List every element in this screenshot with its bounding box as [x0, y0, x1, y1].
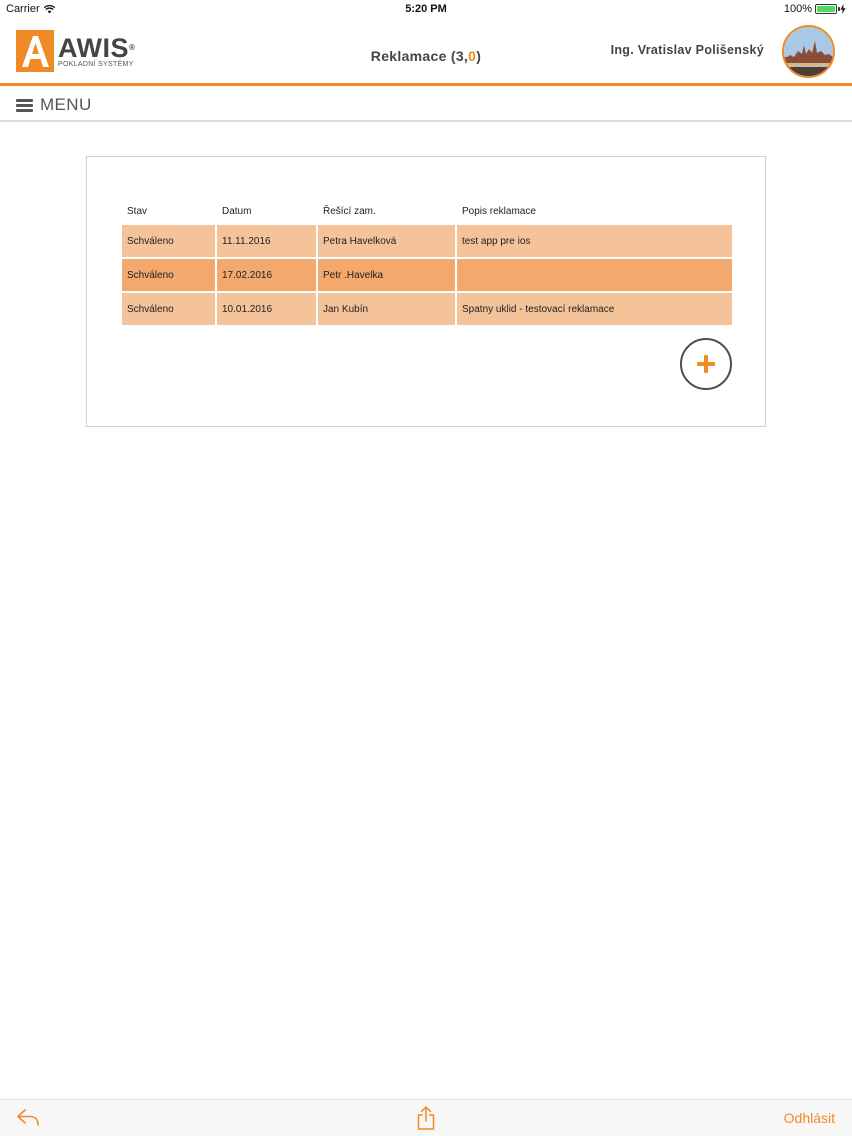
- title-separator: ,: [463, 48, 469, 64]
- menu-label: MENU: [40, 95, 92, 114]
- cell-stav: Schváleno: [122, 259, 215, 291]
- add-claim-button[interactable]: [680, 338, 732, 390]
- reply-arrow-icon: [16, 1108, 40, 1128]
- cell-resici-zam: Petra Havelková: [318, 225, 455, 257]
- hamburger-icon: [16, 99, 33, 112]
- title-suffix: ): [476, 48, 482, 64]
- column-header-stav: Stav: [127, 205, 148, 217]
- plus-icon: [695, 353, 717, 375]
- table-row[interactable]: [122, 259, 732, 291]
- cell-stav: Schváleno: [122, 293, 215, 325]
- claims-card: [86, 156, 766, 427]
- cell-datum: 17.02.2016: [217, 259, 316, 291]
- battery-icon: [815, 4, 837, 14]
- menu-button[interactable]: [16, 95, 92, 115]
- logo-subtitle: POKLADNÍ SYSTÉMY: [58, 61, 134, 68]
- cell-popis: test app pre ios: [457, 225, 732, 257]
- share-button[interactable]: [417, 1106, 435, 1135]
- app-header: [0, 18, 852, 86]
- menu-bar: [0, 89, 852, 122]
- cell-stav: Schváleno: [122, 225, 215, 257]
- cell-datum: 11.11.2016: [217, 225, 316, 257]
- battery-percent: 100%: [783, 3, 812, 15]
- avatar[interactable]: [782, 25, 835, 78]
- carrier-label: Carrier: [6, 3, 40, 15]
- cell-popis: Spatny uklid - testovací reklamace: [457, 293, 732, 325]
- cell-datum: 10.01.2016: [217, 293, 316, 325]
- logout-button[interactable]: Odhlásit: [783, 1110, 835, 1126]
- column-header-datum: Datum: [222, 205, 252, 217]
- logo-registered: ®: [129, 43, 136, 52]
- table-header: [122, 197, 732, 225]
- status-bar: [0, 0, 852, 18]
- clock: 5:20 PM: [405, 3, 447, 15]
- battery-info: [784, 3, 846, 15]
- title-prefix: Reklamace (: [370, 48, 456, 64]
- user-name: Ing. Vratislav Polišenský: [610, 43, 764, 57]
- column-header-resici-zam: Řešící zam.: [323, 205, 376, 217]
- logo-word: AWIS: [58, 33, 130, 63]
- cell-popis: [457, 259, 732, 291]
- title-count: 3: [455, 48, 464, 64]
- table-row[interactable]: [122, 293, 732, 325]
- cell-resici-zam: Petr .Havelka: [318, 259, 455, 291]
- claims-table: [122, 197, 732, 327]
- share-icon: [417, 1106, 435, 1130]
- table-row[interactable]: [122, 225, 732, 257]
- title-accent-count: 0: [468, 48, 477, 64]
- cell-resici-zam: Jan Kubín: [318, 293, 455, 325]
- prague-castle-photo-icon: [784, 27, 833, 76]
- back-button[interactable]: [16, 1108, 40, 1133]
- charging-bolt-icon: [840, 4, 846, 14]
- column-header-popis: Popis reklamace: [462, 205, 536, 217]
- bottom-toolbar: [0, 1099, 852, 1136]
